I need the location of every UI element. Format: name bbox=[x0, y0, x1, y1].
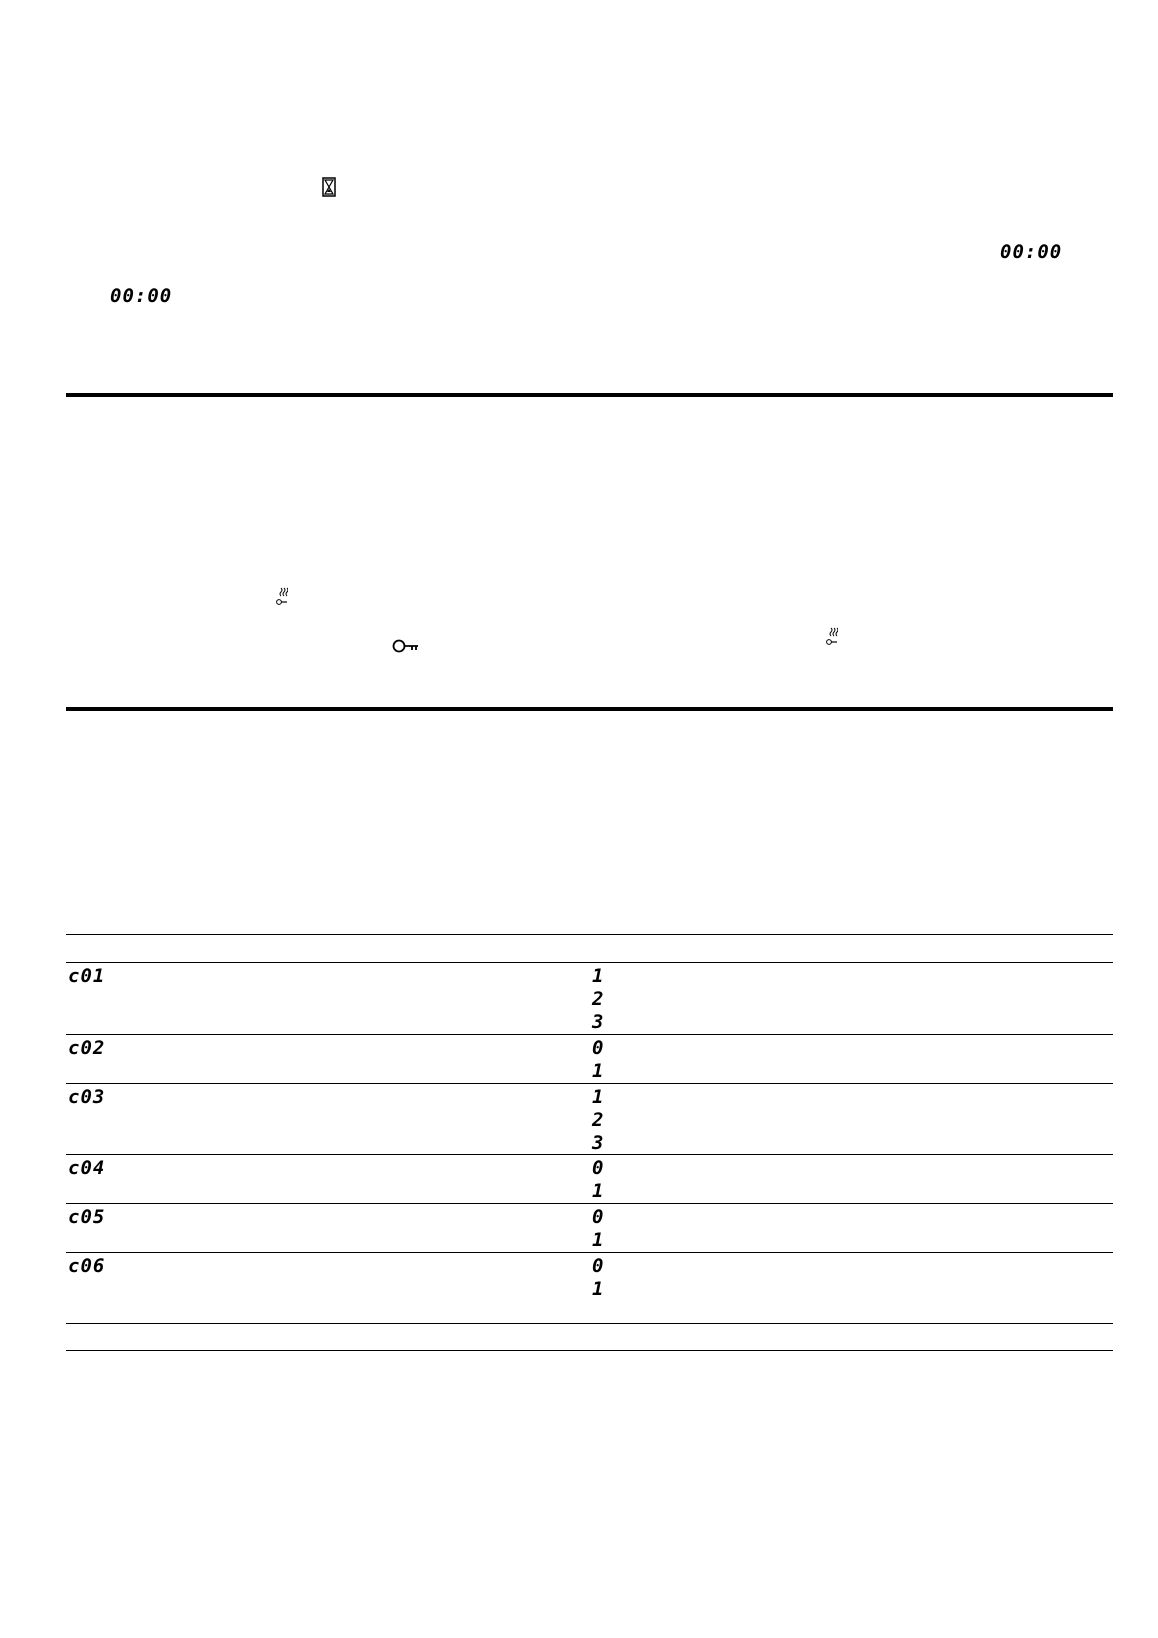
key-icon bbox=[392, 638, 420, 658]
lcd-time-display-right: 00:00 bbox=[1000, 241, 1063, 263]
table-row-divider bbox=[66, 1083, 1113, 1084]
setting-values bbox=[592, 1039, 604, 1085]
setting-value: 3 bbox=[592, 1132, 605, 1154]
table-row-divider bbox=[66, 1034, 1113, 1035]
table-header-top-rule bbox=[66, 934, 1113, 935]
table-header-bottom-rule bbox=[66, 962, 1113, 963]
table-row-divider bbox=[66, 1323, 1113, 1324]
setting-code: c02 bbox=[68, 1037, 106, 1059]
setting-values bbox=[592, 1159, 604, 1205]
setting-value: 2 bbox=[592, 988, 605, 1010]
setting-value: 1 bbox=[592, 1180, 605, 1202]
table-row-divider bbox=[66, 1154, 1113, 1155]
lcd-time-display-left: 00:00 bbox=[110, 285, 173, 307]
setting-value: 0 bbox=[592, 1255, 605, 1277]
setting-code: c01 bbox=[68, 965, 106, 987]
setting-values bbox=[592, 967, 604, 1036]
setting-code: c05 bbox=[68, 1206, 106, 1228]
table-row-divider bbox=[66, 1203, 1113, 1204]
setting-value: 1 bbox=[592, 1229, 605, 1251]
setting-value: 2 bbox=[592, 1109, 605, 1131]
setting-value: 0 bbox=[592, 1206, 605, 1228]
setting-values bbox=[592, 1208, 604, 1254]
setting-values bbox=[592, 1088, 604, 1157]
setting-value: 1 bbox=[592, 965, 605, 987]
table-row-divider bbox=[66, 1252, 1113, 1253]
setting-code: c03 bbox=[68, 1086, 106, 1108]
steam-thermometer-icon bbox=[826, 627, 838, 649]
setting-value: 1 bbox=[592, 1060, 605, 1082]
table-bottom-rule bbox=[66, 1350, 1113, 1351]
setting-value: 1 bbox=[592, 1278, 605, 1300]
setting-value: 3 bbox=[592, 1011, 605, 1033]
section-divider-1 bbox=[66, 393, 1113, 397]
setting-value: 1 bbox=[592, 1086, 605, 1108]
section-divider-2 bbox=[66, 707, 1113, 711]
setting-value: 0 bbox=[592, 1037, 605, 1059]
steam-thermometer-icon bbox=[276, 587, 288, 609]
setting-code: c04 bbox=[68, 1157, 106, 1179]
setting-values bbox=[592, 1257, 604, 1303]
setting-code: c06 bbox=[68, 1255, 106, 1277]
setting-value: 0 bbox=[592, 1157, 605, 1179]
hourglass-icon bbox=[322, 177, 336, 201]
